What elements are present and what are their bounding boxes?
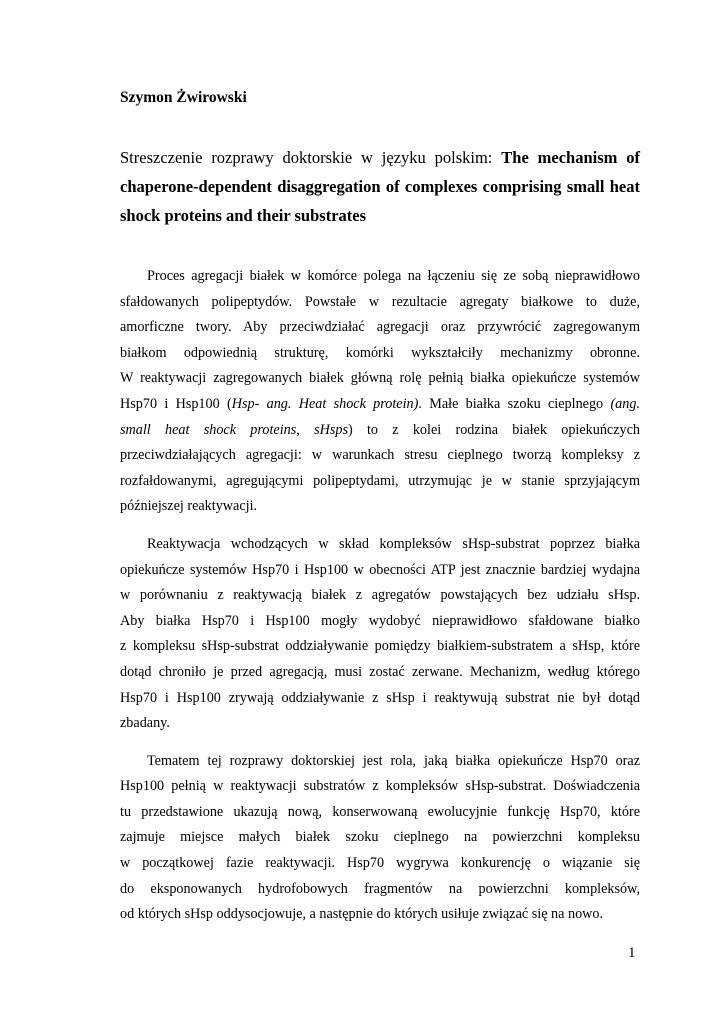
- paragraph: [120, 264, 640, 520]
- text-run: zajmuje miejsce małych białek szoku cieplnego na powierzchni kompleksu: [120, 829, 640, 846]
- text-run: w początkowej fazie reaktywacji. Hsp70 wygrywa konkurencję o wiązanie się: [120, 855, 640, 872]
- text-run: amorficzne twory. Aby przeciwdziałać agregacji oraz przywrócić zagregowanym: [120, 319, 640, 336]
- text-run: tu przedstawione ukazują nową, konserwowaną ewolucyjnie funkcję Hsp70, które: [120, 803, 640, 820]
- text-line: [120, 686, 640, 712]
- text-run: Hsp70 i Hsp100 zrywają oddziaływanie z sHsp i reaktywują substrat nie był dotąd: [120, 689, 640, 706]
- text-line: [120, 711, 640, 737]
- text-line: [120, 877, 640, 903]
- author-name: Szymon Żwirowski: [120, 89, 247, 106]
- italic-text: small heat shock proteins, sHsps: [120, 421, 348, 438]
- text-run: Aby białka Hsp70 i Hsp100 mogły wydobyć nieprawidłowo sfałdowane białko: [120, 612, 640, 629]
- text-line: [120, 774, 640, 800]
- text-run: do eksponowanych hydrofobowych fragmentów na powierzchni kompleksów,: [120, 880, 640, 897]
- text-run: Tematem tej rozprawy doktorskiej jest rola, jaką białka opiekuńcze Hsp70 oraz: [147, 752, 640, 769]
- title-english: The mechanism of chaperone-dependent disaggregation of complexes comprising small heat shock proteins and their substrates: [120, 148, 640, 225]
- text-line: [120, 290, 640, 316]
- text-line: [120, 902, 640, 928]
- text-run: opiekuńcze systemów Hsp70 i Hsp100 w obecności ATP jest znacznie bardziej wydajna: [120, 561, 640, 578]
- text-run: z kompleksu sHsp-substrat oddziaływanie pomiędzy białkiem-substratem a sHsp, które: [120, 638, 640, 655]
- paragraph: [120, 749, 640, 928]
- italic-text: (ang.: [610, 395, 640, 412]
- text-line: [120, 609, 640, 635]
- italic-text: Hsp- ang. Heat shock protein): [231, 395, 419, 412]
- text-line: [120, 558, 640, 584]
- text-line: [120, 443, 640, 469]
- text-run: . Małe białka szoku cieplnego: [418, 395, 611, 412]
- text-line: [120, 264, 640, 290]
- abstract-body: [120, 264, 640, 940]
- text-line: [120, 851, 640, 877]
- text-run: zbadany.: [120, 715, 170, 732]
- text-run: od których sHsp oddysocjowuje, a następnie do których usiłuje związać się na nowo.: [120, 906, 604, 923]
- text-run: rozfałdowanymi, agregującymi polipeptydami, utrzymując je w stanie sprzyjającym: [120, 472, 640, 489]
- text-line: [120, 800, 640, 826]
- page-number: 1: [628, 945, 636, 961]
- text-line: [120, 825, 640, 851]
- text-line: [120, 749, 640, 775]
- text-line: [120, 341, 640, 367]
- text-run: dotąd chroniło je przed agregacją, musi zostać zerwane. Mechanizm, według którego: [120, 663, 640, 680]
- paragraph: [120, 532, 640, 737]
- text-line: [120, 366, 640, 392]
- text-line: [120, 494, 640, 520]
- text-line: [120, 634, 640, 660]
- text-line: [120, 315, 640, 341]
- text-line: [120, 418, 640, 444]
- text-line: [120, 583, 640, 609]
- text-line: [120, 392, 640, 418]
- text-run: Hsp100 pełnią w reaktywacji substratów z kompleksów sHsp-substrat. Doświadczenia: [120, 778, 640, 795]
- text-run: W reaktywacji zagregowanych białek główną rolę pełnią białka opiekuńcze systemów: [120, 370, 640, 387]
- text-run: białkom odpowiednią strukturę, komórki wykształciły mechanizmy obronne.: [120, 344, 640, 361]
- text-line: [120, 469, 640, 495]
- text-line: [120, 660, 640, 686]
- text-line: [120, 532, 640, 558]
- text-run: sfałdowanych polipeptydów. Powstałe w rezultacie agregaty białkowe to duże,: [120, 293, 640, 310]
- title-prefix: Streszczenie rozprawy doktorskie w języku polskim:: [120, 148, 502, 167]
- text-run: w porównaniu z reaktywacją białek z agregatów powstających bez udziału sHsp.: [120, 587, 640, 604]
- text-run: późniejszej reaktywacji.: [120, 498, 258, 515]
- text-run: przeciwdziałających agregacji: w warunkach stresu cieplnego tworzą kompleksy z: [120, 447, 640, 464]
- text-run: Hsp70 i Hsp100 (: [120, 395, 232, 412]
- text-run: ) to z kolei rodzina białek opiekuńczych: [347, 421, 641, 438]
- thesis-title: [120, 143, 640, 230]
- text-run: Proces agregacji białek w komórce polega na łączeniu się ze sobą nieprawidłowo: [147, 268, 640, 284]
- text-run: Reaktywacja wchodzących w skład kompleksów sHsp-substrat poprzez białka: [147, 535, 640, 552]
